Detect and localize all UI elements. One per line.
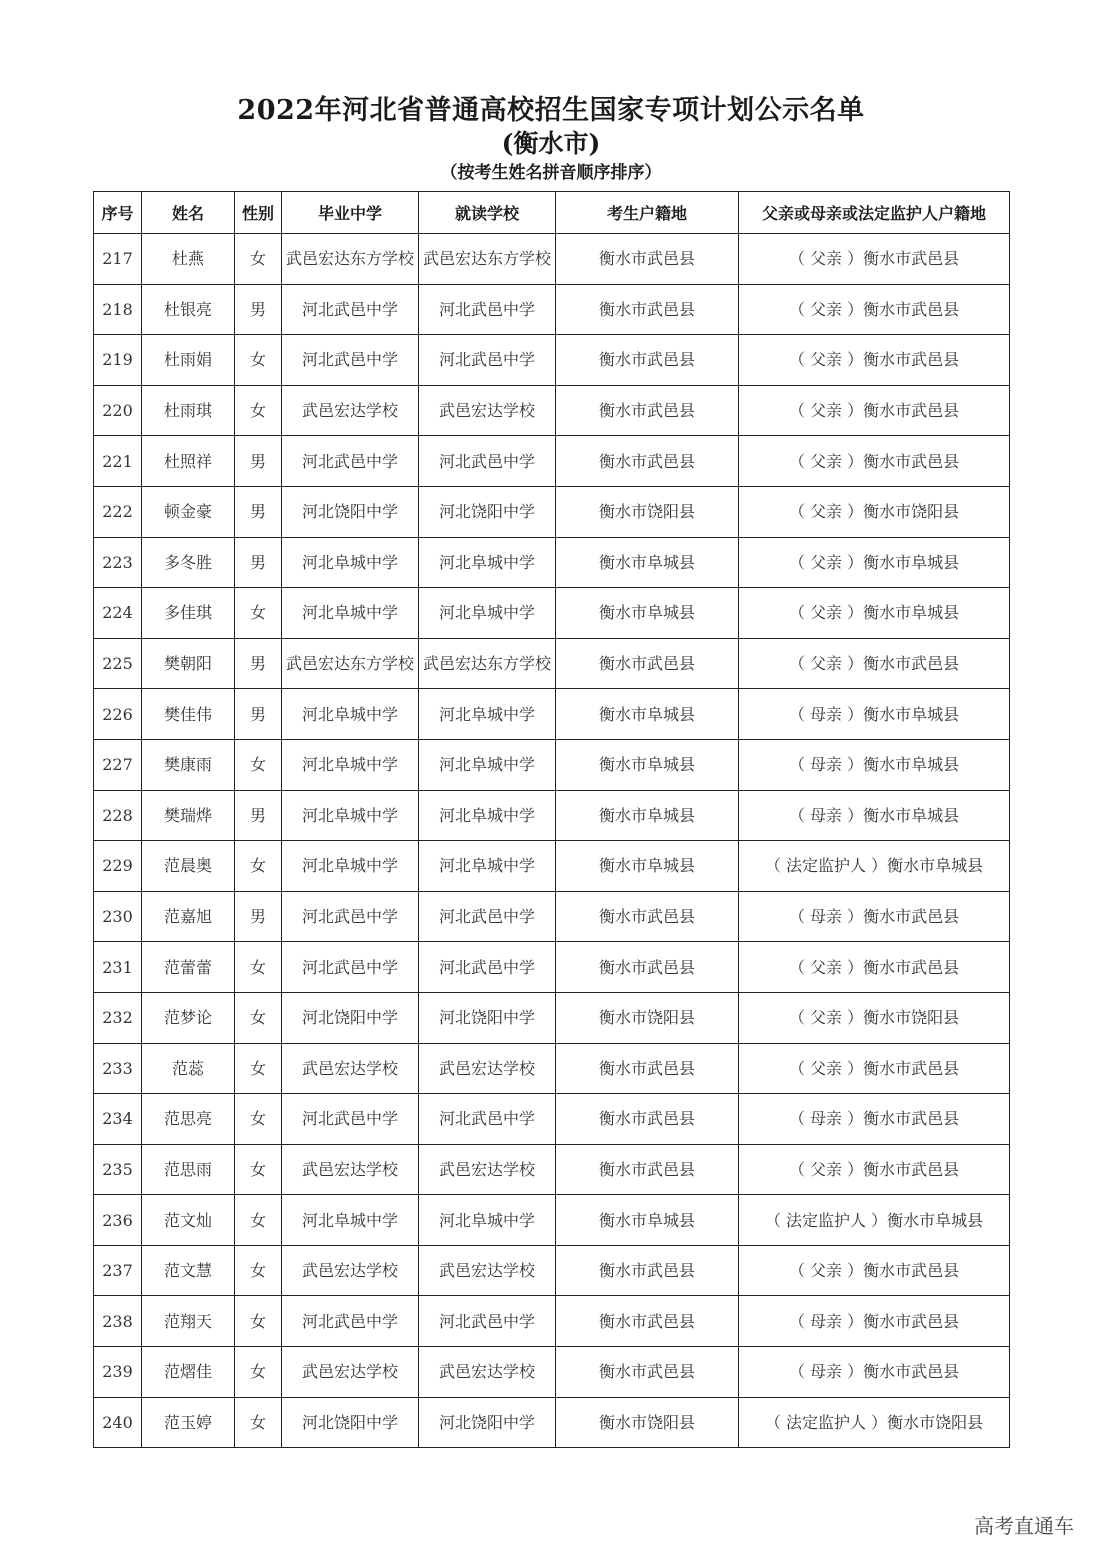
cell-gender: 女 [235, 1397, 282, 1448]
cell-graduated-school: 武邑宏达东方学校 [282, 638, 419, 689]
cell-current-school: 河北阜城中学 [419, 537, 556, 588]
cell-parent-registration: （ 母亲 ）衡水市阜城县 [739, 790, 1010, 841]
cell-parent-registration: （ 法定监护人 ）衡水市阜城县 [739, 1195, 1010, 1246]
cell-parent-registration: （ 父亲 ）衡水市武邑县 [739, 234, 1010, 285]
cell-current-school: 武邑宏达学校 [419, 1347, 556, 1398]
cell-parent-registration: （ 法定监护人 ）衡水市饶阳县 [739, 1397, 1010, 1448]
cell-name: 范熠佳 [142, 1347, 235, 1398]
cell-household-registration: 衡水市武邑县 [556, 385, 739, 436]
cell-parent-registration: （ 母亲 ）衡水市武邑县 [739, 1347, 1010, 1398]
cell-name: 樊朝阳 [142, 638, 235, 689]
cell-current-school: 河北阜城中学 [419, 739, 556, 790]
cell-parent-registration: （ 父亲 ）衡水市武邑县 [739, 1043, 1010, 1094]
cell-current-school: 河北武邑中学 [419, 891, 556, 942]
cell-index: 221 [94, 436, 142, 487]
cell-current-school: 河北阜城中学 [419, 689, 556, 740]
cell-name: 范思雨 [142, 1144, 235, 1195]
cell-name: 杜银亮 [142, 284, 235, 335]
cell-index: 239 [94, 1347, 142, 1398]
cell-index: 240 [94, 1397, 142, 1448]
cell-index: 234 [94, 1094, 142, 1145]
cell-name: 范翔天 [142, 1296, 235, 1347]
cell-household-registration: 衡水市阜城县 [556, 841, 739, 892]
cell-index: 224 [94, 588, 142, 639]
cell-current-school: 河北饶阳中学 [419, 992, 556, 1043]
cell-parent-registration: （ 母亲 ）衡水市武邑县 [739, 1094, 1010, 1145]
cell-household-registration: 衡水市武邑县 [556, 1347, 739, 1398]
cell-household-registration: 衡水市饶阳县 [556, 486, 739, 537]
col-header-parent-registration: 父亲或母亲或法定监护人户籍地 [739, 192, 1010, 234]
table-row [94, 638, 1010, 689]
cell-gender: 男 [235, 537, 282, 588]
cell-parent-registration: （ 父亲 ）衡水市饶阳县 [739, 992, 1010, 1043]
cell-gender: 男 [235, 436, 282, 487]
cell-index: 223 [94, 537, 142, 588]
cell-current-school: 河北武邑中学 [419, 942, 556, 993]
cell-name: 范晨奥 [142, 841, 235, 892]
document-title: 2022年河北省普通高校招生国家专项计划公示名单 [237, 95, 865, 126]
cell-graduated-school: 河北武邑中学 [282, 1094, 419, 1145]
table-row [94, 689, 1010, 740]
cell-name: 樊康雨 [142, 739, 235, 790]
cell-current-school: 河北阜城中学 [419, 841, 556, 892]
cell-graduated-school: 武邑宏达学校 [282, 385, 419, 436]
cell-parent-registration: （ 母亲 ）衡水市武邑县 [739, 1296, 1010, 1347]
cell-name: 范文慧 [142, 1245, 235, 1296]
cell-household-registration: 衡水市阜城县 [556, 739, 739, 790]
cell-current-school: 河北阜城中学 [419, 1195, 556, 1246]
cell-parent-registration: （ 父亲 ）衡水市武邑县 [739, 385, 1010, 436]
cell-index: 226 [94, 689, 142, 740]
cell-parent-registration: （ 父亲 ）衡水市武邑县 [739, 284, 1010, 335]
cell-graduated-school: 河北饶阳中学 [282, 992, 419, 1043]
cell-gender: 男 [235, 790, 282, 841]
cell-current-school: 河北武邑中学 [419, 284, 556, 335]
cell-household-registration: 衡水市阜城县 [556, 1195, 739, 1246]
cell-current-school: 武邑宏达学校 [419, 1043, 556, 1094]
cell-current-school: 河北武邑中学 [419, 1094, 556, 1145]
cell-gender: 女 [235, 335, 282, 386]
table-row [94, 942, 1010, 993]
cell-gender: 男 [235, 486, 282, 537]
cell-household-registration: 衡水市武邑县 [556, 234, 739, 285]
cell-household-registration: 衡水市阜城县 [556, 588, 739, 639]
col-header-name: 姓名 [142, 192, 235, 234]
cell-index: 236 [94, 1195, 142, 1246]
cell-graduated-school: 河北武邑中学 [282, 942, 419, 993]
table-row [94, 1347, 1010, 1398]
cell-gender: 女 [235, 739, 282, 790]
cell-name: 范嘉旭 [142, 891, 235, 942]
cell-graduated-school: 河北阜城中学 [282, 790, 419, 841]
cell-index: 217 [94, 234, 142, 285]
cell-parent-registration: （ 母亲 ）衡水市阜城县 [739, 739, 1010, 790]
cell-graduated-school: 河北阜城中学 [282, 689, 419, 740]
table-row [94, 284, 1010, 335]
cell-household-registration: 衡水市武邑县 [556, 942, 739, 993]
cell-household-registration: 衡水市武邑县 [556, 1043, 739, 1094]
cell-graduated-school: 武邑宏达学校 [282, 1245, 419, 1296]
table-row [94, 1144, 1010, 1195]
cell-gender: 女 [235, 1296, 282, 1347]
cell-household-registration: 衡水市武邑县 [556, 1245, 739, 1296]
cell-gender: 女 [235, 942, 282, 993]
cell-household-registration: 衡水市阜城县 [556, 689, 739, 740]
cell-index: 235 [94, 1144, 142, 1195]
cell-current-school: 河北饶阳中学 [419, 486, 556, 537]
cell-parent-registration: （ 父亲 ）衡水市武邑县 [739, 335, 1010, 386]
cell-current-school: 武邑宏达学校 [419, 1245, 556, 1296]
cell-index: 230 [94, 891, 142, 942]
cell-index: 229 [94, 841, 142, 892]
cell-name: 多佳琪 [142, 588, 235, 639]
cell-index: 237 [94, 1245, 142, 1296]
table-row [94, 436, 1010, 487]
cell-gender: 女 [235, 992, 282, 1043]
cell-index: 227 [94, 739, 142, 790]
cell-current-school: 河北阜城中学 [419, 588, 556, 639]
cell-index: 233 [94, 1043, 142, 1094]
cell-index: 238 [94, 1296, 142, 1347]
cell-name: 杜燕 [142, 234, 235, 285]
cell-graduated-school: 河北阜城中学 [282, 588, 419, 639]
cell-name: 范梦论 [142, 992, 235, 1043]
cell-index: 231 [94, 942, 142, 993]
cell-household-registration: 衡水市武邑县 [556, 1296, 739, 1347]
cell-graduated-school: 武邑宏达学校 [282, 1347, 419, 1398]
cell-current-school: 河北饶阳中学 [419, 1397, 556, 1448]
cell-graduated-school: 河北阜城中学 [282, 537, 419, 588]
watermark: 高考直通车 [974, 1514, 1074, 1538]
cell-current-school: 武邑宏达东方学校 [419, 638, 556, 689]
cell-parent-registration: （ 父亲 ）衡水市阜城县 [739, 537, 1010, 588]
cell-household-registration: 衡水市武邑县 [556, 284, 739, 335]
cell-gender: 女 [235, 1094, 282, 1145]
sort-note: （按考生姓名拼音顺序排序） [440, 163, 662, 183]
cell-current-school: 河北武邑中学 [419, 436, 556, 487]
cell-parent-registration: （ 父亲 ）衡水市武邑县 [739, 1144, 1010, 1195]
table-row [94, 1195, 1010, 1246]
cell-index: 228 [94, 790, 142, 841]
cell-graduated-school: 河北饶阳中学 [282, 486, 419, 537]
cell-gender: 女 [235, 1195, 282, 1246]
cell-household-registration: 衡水市武邑县 [556, 891, 739, 942]
cell-current-school: 河北阜城中学 [419, 790, 556, 841]
cell-current-school: 河北武邑中学 [419, 1296, 556, 1347]
cell-name: 范蕾蕾 [142, 942, 235, 993]
table-row [94, 588, 1010, 639]
cell-gender: 女 [235, 234, 282, 285]
cell-index: 225 [94, 638, 142, 689]
table-header-row [94, 192, 1010, 234]
cell-graduated-school: 河北武邑中学 [282, 284, 419, 335]
table-row [94, 841, 1010, 892]
document-subtitle: (衡水市) [501, 129, 601, 158]
cell-name: 樊瑞烨 [142, 790, 235, 841]
cell-current-school: 武邑宏达学校 [419, 385, 556, 436]
cell-graduated-school: 武邑宏达学校 [282, 1144, 419, 1195]
cell-household-registration: 衡水市武邑县 [556, 436, 739, 487]
cell-household-registration: 衡水市武邑县 [556, 1094, 739, 1145]
table-body [94, 234, 1010, 1448]
cell-index: 219 [94, 335, 142, 386]
cell-gender: 女 [235, 1144, 282, 1195]
cell-gender: 男 [235, 891, 282, 942]
cell-graduated-school: 河北武邑中学 [282, 436, 419, 487]
table-row [94, 1245, 1010, 1296]
cell-gender: 女 [235, 1245, 282, 1296]
cell-gender: 男 [235, 638, 282, 689]
cell-graduated-school: 河北阜城中学 [282, 739, 419, 790]
cell-parent-registration: （ 父亲 ）衡水市武邑县 [739, 1245, 1010, 1296]
cell-name: 范文灿 [142, 1195, 235, 1246]
cell-name: 杜雨琪 [142, 385, 235, 436]
cell-name: 樊佳伟 [142, 689, 235, 740]
table-row [94, 891, 1010, 942]
cell-parent-registration: （ 父亲 ）衡水市饶阳县 [739, 486, 1010, 537]
cell-parent-registration: （ 母亲 ）衡水市武邑县 [739, 891, 1010, 942]
cell-graduated-school: 河北阜城中学 [282, 841, 419, 892]
col-header-household-registration: 考生户籍地 [556, 192, 739, 234]
cell-graduated-school: 河北武邑中学 [282, 335, 419, 386]
cell-household-registration: 衡水市饶阳县 [556, 992, 739, 1043]
cell-name: 多冬胜 [142, 537, 235, 588]
cell-parent-registration: （ 父亲 ）衡水市武邑县 [739, 942, 1010, 993]
cell-graduated-school: 武邑宏达东方学校 [282, 234, 419, 285]
cell-name: 杜照祥 [142, 436, 235, 487]
cell-household-registration: 衡水市武邑县 [556, 638, 739, 689]
cell-household-registration: 衡水市阜城县 [556, 790, 739, 841]
cell-graduated-school: 河北阜城中学 [282, 1195, 419, 1246]
cell-parent-registration: （ 母亲 ）衡水市阜城县 [739, 689, 1010, 740]
cell-name: 范蕊 [142, 1043, 235, 1094]
cell-graduated-school: 河北饶阳中学 [282, 1397, 419, 1448]
table-row [94, 1397, 1010, 1448]
cell-index: 220 [94, 385, 142, 436]
cell-parent-registration: （ 法定监护人 ）衡水市阜城县 [739, 841, 1010, 892]
cell-gender: 女 [235, 588, 282, 639]
cell-current-school: 武邑宏达东方学校 [419, 234, 556, 285]
cell-parent-registration: （ 父亲 ）衡水市武邑县 [739, 436, 1010, 487]
cell-parent-registration: （ 父亲 ）衡水市武邑县 [739, 638, 1010, 689]
cell-gender: 女 [235, 1043, 282, 1094]
table-row [94, 739, 1010, 790]
cell-gender: 男 [235, 689, 282, 740]
cell-gender: 女 [235, 841, 282, 892]
table-row [94, 234, 1010, 285]
roster-table [93, 191, 1010, 1448]
cell-current-school: 武邑宏达学校 [419, 1144, 556, 1195]
cell-household-registration: 衡水市饶阳县 [556, 1397, 739, 1448]
table-row [94, 385, 1010, 436]
cell-graduated-school: 河北武邑中学 [282, 891, 419, 942]
cell-index: 232 [94, 992, 142, 1043]
cell-graduated-school: 河北武邑中学 [282, 1296, 419, 1347]
table-row [94, 1296, 1010, 1347]
table-row [94, 1043, 1010, 1094]
cell-household-registration: 衡水市阜城县 [556, 537, 739, 588]
cell-gender: 女 [235, 385, 282, 436]
cell-parent-registration: （ 父亲 ）衡水市阜城县 [739, 588, 1010, 639]
cell-current-school: 河北武邑中学 [419, 335, 556, 386]
cell-graduated-school: 武邑宏达学校 [282, 1043, 419, 1094]
cell-index: 218 [94, 284, 142, 335]
cell-name: 顿金豪 [142, 486, 235, 537]
cell-name: 杜雨娟 [142, 335, 235, 386]
table-row [94, 790, 1010, 841]
cell-household-registration: 衡水市武邑县 [556, 1144, 739, 1195]
table-row [94, 486, 1010, 537]
cell-gender: 男 [235, 284, 282, 335]
col-header-current-school: 就读学校 [419, 192, 556, 234]
cell-name: 范思亮 [142, 1094, 235, 1145]
table-row [94, 335, 1010, 386]
cell-name: 范玉婷 [142, 1397, 235, 1448]
col-header-index: 序号 [94, 192, 142, 234]
col-header-gender: 性别 [235, 192, 282, 234]
col-header-graduated-school: 毕业中学 [282, 192, 419, 234]
cell-gender: 女 [235, 1347, 282, 1398]
cell-household-registration: 衡水市武邑县 [556, 335, 739, 386]
table-row [94, 992, 1010, 1043]
table-row [94, 1094, 1010, 1145]
cell-index: 222 [94, 486, 142, 537]
table-row [94, 537, 1010, 588]
